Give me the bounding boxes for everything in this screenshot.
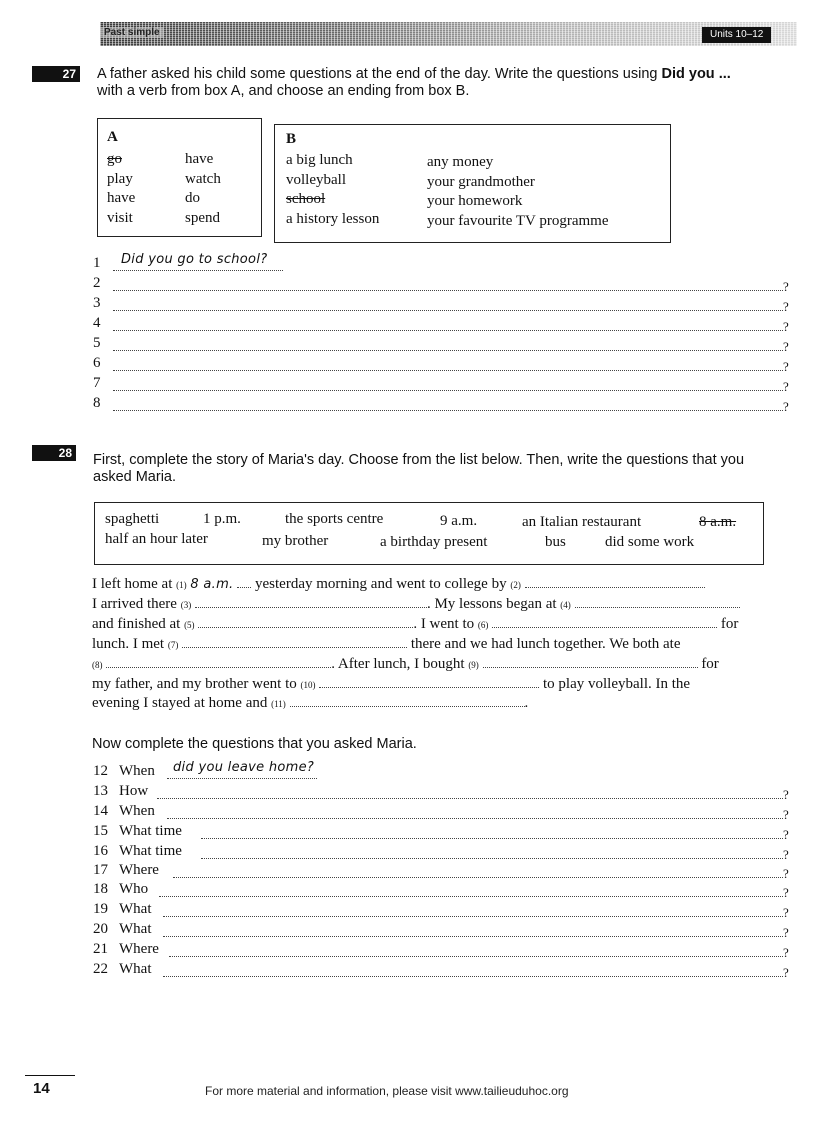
question-number: 12	[93, 763, 108, 779]
gap-number: (11)	[271, 699, 286, 709]
box-a-heading: A	[107, 129, 118, 145]
answer-line[interactable]	[173, 876, 783, 878]
answer-row[interactable]	[93, 941, 793, 961]
question-mark: ?	[783, 827, 789, 842]
question-number: 19	[93, 901, 108, 917]
answer-row	[93, 252, 793, 275]
list-word: a birthday present	[380, 534, 488, 550]
question-mark: ?	[783, 379, 789, 394]
box-a-word: have	[107, 190, 136, 206]
question-number: 5	[93, 335, 101, 351]
question-mark: ?	[783, 279, 789, 294]
story-text: for	[720, 616, 739, 632]
story-line	[92, 596, 740, 613]
handwritten-answer: did you leave home?	[173, 760, 315, 775]
question-mark: ?	[783, 787, 789, 802]
answer-row[interactable]	[93, 961, 793, 981]
blank[interactable]	[195, 597, 427, 608]
box-a-word: watch	[185, 171, 221, 187]
question-mark: ?	[783, 965, 789, 980]
gap-number: (9)	[468, 660, 479, 670]
answer-line[interactable]	[201, 857, 783, 859]
question-number: 3	[93, 295, 101, 311]
blank[interactable]	[575, 597, 740, 608]
box-a-word: do	[185, 190, 200, 206]
story-text: my father, and my brother went to	[92, 676, 297, 692]
answer-row[interactable]	[93, 921, 793, 941]
answer-line[interactable]	[113, 309, 783, 311]
handwritten-answer: 8 a.m.	[190, 577, 234, 592]
answer-row[interactable]	[93, 803, 793, 823]
footer-rule	[25, 1075, 75, 1076]
blank	[237, 577, 251, 588]
question-number: 8	[93, 395, 101, 411]
top-banner	[100, 22, 797, 46]
question-word: What	[119, 901, 152, 917]
list-word: did some work	[605, 534, 695, 550]
list-word: the sports centre	[285, 511, 384, 527]
gap-number: (4)	[560, 600, 571, 610]
question-number: 15	[93, 823, 108, 839]
list-word: 1 p.m.	[203, 511, 241, 527]
box-b-word: school	[286, 191, 326, 207]
answer-row	[93, 760, 793, 783]
story-text: there and we had lunch together. We both ate	[410, 636, 681, 652]
question-number: 1	[93, 255, 101, 271]
gap-number: (3)	[180, 600, 192, 610]
question-mark: ?	[783, 807, 789, 822]
question-word: Where	[119, 862, 159, 878]
answer-line[interactable]	[163, 935, 783, 937]
gap-number: (6)	[477, 620, 489, 630]
question-number: 21	[93, 941, 108, 957]
question-word: What time	[119, 823, 182, 839]
question-number: 14	[93, 803, 108, 819]
story-text: yesterday morning and went to college by	[255, 576, 507, 592]
exercise-27-number: 27	[32, 66, 80, 82]
answer-line	[113, 269, 283, 271]
answer-line[interactable]	[163, 915, 783, 917]
question-number: 20	[93, 921, 108, 937]
question-number: 7	[93, 375, 101, 391]
box-b-word: volleyball	[286, 172, 346, 188]
list-word: an Italian restaurant	[522, 514, 642, 530]
question-number: 4	[93, 315, 101, 331]
story-line	[92, 676, 690, 693]
story-line	[92, 636, 681, 653]
story-text: and finished at	[92, 616, 181, 632]
box-b	[274, 124, 671, 243]
instruction-line-2: with a verb from box A, and choose an ending from box B.	[97, 83, 470, 99]
gap-number: (7)	[167, 640, 179, 650]
gap-number: (10)	[300, 680, 316, 690]
box-b-word: any money	[427, 154, 494, 170]
question-mark: ?	[783, 399, 789, 414]
story-line	[92, 576, 705, 593]
blank[interactable]	[492, 617, 717, 628]
question-number: 22	[93, 961, 108, 977]
question-word: When	[119, 763, 155, 779]
instruction-bold: Did you ...	[661, 66, 731, 82]
story-line	[92, 616, 738, 633]
answer-line[interactable]	[113, 369, 783, 371]
story-text: to play volleyball. In the	[543, 676, 691, 692]
answer-row[interactable]	[93, 315, 793, 335]
answer-line[interactable]	[113, 409, 783, 411]
box-a-word: have	[185, 151, 214, 167]
answer-row[interactable]	[93, 901, 793, 921]
footer-note: For more material and information, please visit www.tailieuduhoc.org	[205, 1084, 569, 1098]
box-a-word: spend	[185, 210, 220, 226]
story-text: I left home at	[92, 576, 173, 592]
question-word: How	[119, 783, 149, 799]
story-text: . After lunch, I bought	[331, 656, 465, 672]
answer-row[interactable]	[93, 335, 793, 355]
box-b-word: a big lunch	[286, 152, 353, 168]
question-mark: ?	[783, 847, 789, 862]
question-mark: ?	[783, 885, 789, 900]
gap-number: (8)	[92, 660, 103, 670]
blank[interactable]	[319, 677, 539, 688]
question-number: 16	[93, 843, 108, 859]
answer-row[interactable]	[93, 862, 793, 882]
handwritten-answer: Did you go to school?	[121, 252, 268, 267]
question-word: Who	[119, 881, 149, 897]
answer-line[interactable]	[167, 817, 783, 819]
question-number: 13	[93, 783, 108, 799]
list-word: 8 a.m.	[699, 514, 737, 530]
question-number: 2	[93, 275, 101, 291]
answer-row[interactable]	[93, 823, 793, 843]
list-word: 9 a.m.	[440, 513, 478, 529]
question-word: What	[119, 921, 152, 937]
answer-row[interactable]	[93, 355, 793, 375]
answer-line	[167, 777, 317, 779]
question-word: What time	[119, 843, 182, 859]
answer-row[interactable]	[93, 295, 793, 315]
blank[interactable]	[106, 657, 331, 668]
box-a-word: go	[107, 151, 122, 167]
exercise-28-number: 28	[32, 445, 76, 461]
answer-line[interactable]	[169, 955, 783, 957]
list-word: half an hour later	[105, 531, 208, 547]
question-number: 18	[93, 881, 108, 897]
question-word: What	[119, 961, 152, 977]
units-label: Units 10–12	[702, 27, 771, 43]
exercise-28-instruction	[93, 452, 803, 486]
question-word: Where	[119, 941, 159, 957]
exercise-28-subheading: Now complete the questions that you asked Maria.	[92, 736, 417, 752]
list-word: bus	[545, 534, 566, 550]
question-mark: ?	[783, 299, 789, 314]
blank[interactable]	[525, 577, 705, 588]
blank[interactable]	[182, 637, 407, 648]
answer-row[interactable]	[93, 881, 793, 901]
question-mark: ?	[783, 905, 789, 920]
answer-line[interactable]	[157, 797, 783, 799]
story-text: for	[701, 656, 719, 672]
story-text: . My lessons began at	[426, 596, 557, 612]
question-mark: ?	[783, 319, 789, 334]
answer-line[interactable]	[163, 975, 783, 977]
blank[interactable]	[483, 657, 698, 668]
question-word: When	[119, 803, 155, 819]
answer-line[interactable]	[113, 289, 783, 291]
question-mark: ?	[783, 945, 789, 960]
list-word: spaghetti	[105, 511, 160, 527]
box-a	[97, 118, 262, 237]
page-number: 14	[33, 1080, 50, 1097]
instruction-text: A father asked his child some questions at the end of the day. Write the questions using	[97, 66, 662, 82]
story-text: I arrived there	[92, 596, 177, 612]
answer-row[interactable]	[93, 783, 793, 803]
answer-line[interactable]	[201, 837, 783, 839]
answer-line[interactable]	[113, 349, 783, 351]
answer-row[interactable]	[93, 375, 793, 395]
story-text: evening I stayed at home and	[92, 695, 268, 711]
exercise-27-instruction	[97, 66, 797, 100]
box-a-word: visit	[107, 210, 133, 226]
box-b-word: your favourite TV programme	[427, 213, 609, 229]
instruction-line-2: asked Maria.	[93, 469, 177, 485]
story-text: . I went to	[413, 616, 475, 632]
gap-number: (1)	[176, 580, 187, 590]
story-line	[92, 656, 719, 673]
story-line	[92, 695, 528, 712]
answer-line[interactable]	[159, 895, 783, 897]
question-mark: ?	[783, 339, 789, 354]
answer-row[interactable]	[93, 275, 793, 295]
box-b-word: your homework	[427, 193, 523, 209]
blank[interactable]	[290, 696, 525, 707]
answer-row[interactable]	[93, 843, 793, 863]
list-word: my brother	[262, 533, 329, 549]
instruction-line-1: First, complete the story of Maria's day. Choose from the list below. Then, write the questions that you	[93, 452, 745, 468]
answer-line[interactable]	[113, 389, 783, 391]
blank[interactable]	[198, 617, 413, 628]
box-b-word: a history lesson	[286, 211, 380, 227]
question-mark: ?	[783, 925, 789, 940]
question-mark: ?	[783, 359, 789, 374]
gap-number: (5)	[184, 620, 195, 630]
question-number: 17	[93, 862, 108, 878]
question-number: 6	[93, 355, 101, 371]
answer-row[interactable]	[93, 395, 793, 415]
box-b-heading: B	[286, 131, 297, 147]
question-mark: ?	[783, 866, 789, 881]
story-text: lunch. I met	[92, 636, 165, 652]
gap-number: (2)	[510, 580, 521, 590]
story-text: .	[524, 695, 529, 711]
box-a-word: play	[107, 171, 133, 187]
word-list-box	[94, 502, 764, 565]
banner-title: Past simple	[100, 27, 164, 38]
box-b-word: your grandmother	[427, 174, 535, 190]
answer-line[interactable]	[113, 329, 783, 331]
